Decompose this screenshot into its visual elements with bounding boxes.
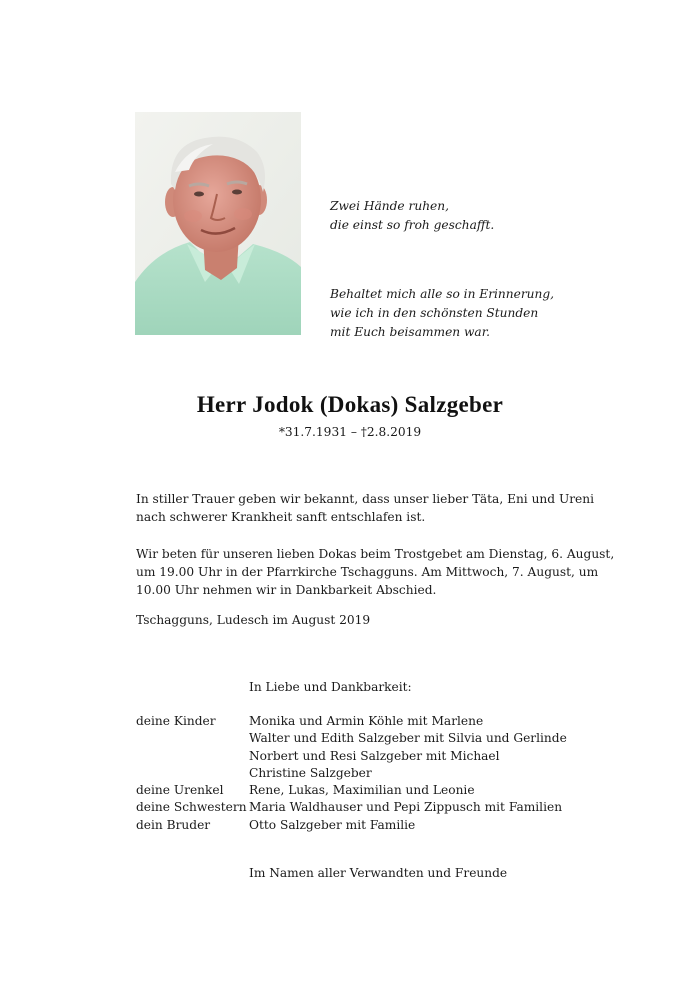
paragraph-line: 10.00 Uhr nehmen wir in Dankbarkeit Abschied. <box>136 583 437 597</box>
relation-label: dein Bruder <box>136 817 211 832</box>
relation-label: deine Schwestern <box>136 800 247 815</box>
quote-line: wie ich in den schönsten Stunden <box>330 306 539 320</box>
relation-label <box>136 765 249 782</box>
place-date-text: Tschagguns, Ludesch im August 2019 <box>136 613 371 627</box>
mourner-row <box>136 748 567 765</box>
mourner-names: Otto Salzgeber mit Familie <box>249 817 416 832</box>
portrait-illustration <box>135 112 301 335</box>
paragraph-line: In stiller Trauer geben wir bekannt, dass unser lieber Täta, Eni und Ureni <box>136 492 595 506</box>
mourner-row <box>136 799 567 816</box>
quote-line: Behaltet mich alle so in Erinnerung, <box>330 287 555 301</box>
quote-second <box>330 285 554 342</box>
quote-line: mit Euch beisammen war. <box>330 325 491 339</box>
portrait-photo <box>135 112 301 335</box>
announcement-paragraph <box>136 490 595 526</box>
relation-label: deine Kinder <box>136 714 216 728</box>
quote-line: die einst so froh geschafft. <box>330 218 495 232</box>
funeral-details-paragraph <box>136 545 615 599</box>
mourner-names: Maria Waldhauser und Pepi Zippusch mit Familien <box>249 800 563 815</box>
paragraph-line: nach schwerer Krankheit sanft entschlafen ist. <box>136 510 426 524</box>
paragraph-line: Wir beten für unseren lieben Dokas beim Trostgebet am Dienstag, 6. August, <box>136 547 615 561</box>
mourner-names: Christine Salzgeber <box>249 765 372 780</box>
mourner-row <box>136 817 567 834</box>
paragraph-line: um 19.00 Uhr in der Pfarrkirche Tschagguns. Am Mittwoch, 7. August, um <box>136 565 599 579</box>
mourner-row <box>136 782 567 799</box>
mourner-row <box>136 713 567 730</box>
mourners-list <box>136 713 567 834</box>
thanks-intro: In Liebe und Dankbarkeit: <box>249 680 412 694</box>
quote-line: Zwei Hände ruhen, <box>330 199 449 213</box>
mourner-names: Norbert und Resi Salzgeber mit Michael <box>249 748 500 763</box>
deceased-name: Herr Jodok (Dokas) Salzgeber <box>196 392 504 417</box>
place-date <box>136 611 576 629</box>
mourner-names: Rene, Lukas, Maximilian und Leonie <box>249 783 475 798</box>
relation-label <box>136 748 249 765</box>
life-dates: *31.7.1931 – †2.8.2019 <box>278 425 422 439</box>
mourner-names: Monika und Armin Köhle mit Marlene <box>249 714 484 728</box>
mourner-names: Walter und Edith Salzgeber mit Silvia und Gerlinde <box>249 731 567 746</box>
mourner-row <box>136 765 567 782</box>
mourner-row <box>136 730 567 747</box>
closing-line: Im Namen aller Verwandten und Freunde <box>249 866 508 880</box>
quote-first <box>330 197 494 235</box>
relation-label: deine Urenkel <box>136 783 224 798</box>
relation-label <box>136 730 249 747</box>
